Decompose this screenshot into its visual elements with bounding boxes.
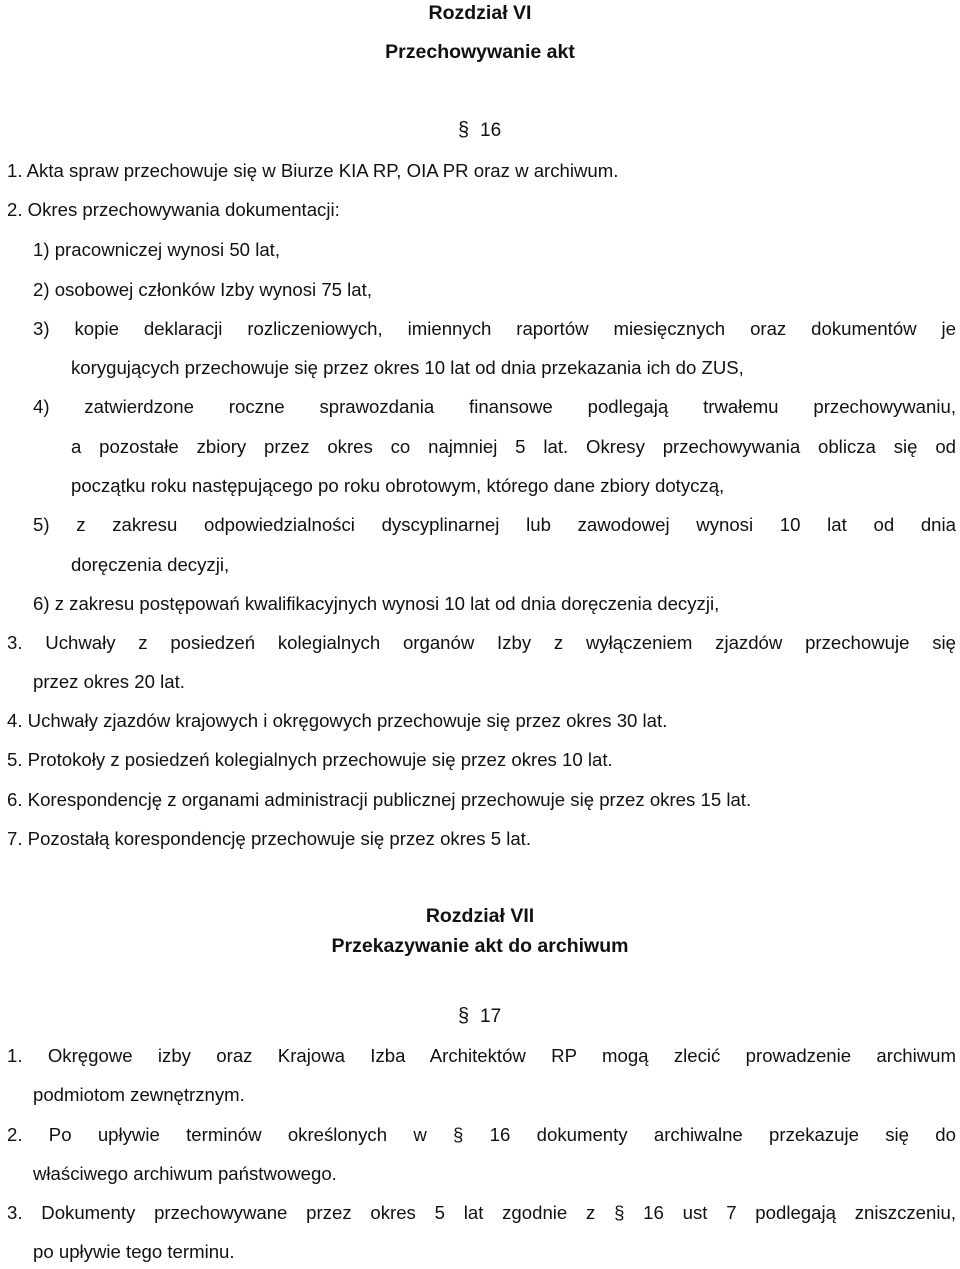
list-item-continuation: doręczenia decyzji, (71, 554, 230, 575)
list-item-continuation: początku roku następującego po roku obrotowym, którego dane zbiory dotyczą, (71, 475, 725, 496)
paragraph-line: 4. Uchwały zjazdów krajowych i okręgowych przechowuje się przez okres 30 lat. (7, 710, 668, 731)
section-symbol: § (458, 119, 470, 141)
list-item: 6) z zakresu postępowań kwalifikacyjnych wynosi 10 lat od dnia doręczenia decyzji, (33, 593, 720, 614)
paragraph-line: 3. Uchwały z posiedzeń kolegialnych organów Izby z wyłączeniem zjazdów przechowuje się (7, 632, 956, 653)
paragraph-continuation: podmiotom zewnętrznym. (33, 1084, 245, 1105)
list-item: 3) kopie deklaracji rozliczeniowych, imiennych raportów miesięcznych oraz dokumentów je (33, 318, 956, 339)
paragraph-line: 6. Korespondencję z organami administracji publicznej przechowuje się przez okres 15 lat. (7, 789, 752, 810)
chapter-subtitle: Przekazywanie akt do archiwum (331, 935, 629, 957)
list-item: 5) z zakresu odpowiedzialności dyscyplinarnej lub zawodowej wynosi 10 lat od dnia (33, 514, 956, 535)
paragraph-line: 7. Pozostałą korespondencję przechowuje się przez okres 5 lat. (7, 828, 532, 849)
list-item: 4) zatwierdzone roczne sprawozdania finansowe podlegają trwałemu przechowywaniu, (33, 396, 956, 417)
paragraph-line: 2. Po upływie terminów określonych w § 16 dokumenty archiwalne przekazuje się do (7, 1124, 956, 1145)
chapter-title: Rozdział VI (428, 2, 532, 24)
section-number: 17 (480, 1006, 502, 1027)
chapter-title: Rozdział VII (425, 905, 535, 927)
paragraph-line: 1. Akta spraw przechowuje się w Biurze KIA RP, OIA PR oraz w archiwum. (7, 160, 619, 181)
paragraph-continuation: właściwego archiwum państwowego. (33, 1163, 337, 1184)
paragraph-continuation: przez okres 20 lat. (33, 671, 185, 692)
chapter-subtitle: Przechowywanie akt (385, 41, 575, 63)
paragraph-line: 1. Okręgowe izby oraz Krajowa Izba Architektów RP mogą zlecić prowadzenie archiwum (7, 1045, 956, 1066)
section-heading (458, 119, 501, 142)
section-number: 16 (480, 120, 502, 141)
section-symbol: § (458, 1005, 470, 1027)
list-item-continuation: a pozostałe zbiory przez okres co najmniej 5 lat. Okresy przechowywania oblicza się od (71, 436, 956, 457)
list-item-continuation: korygujących przechowuje się przez okres 10 lat od dnia przekazania ich do ZUS, (71, 357, 744, 378)
section-heading (458, 1005, 501, 1028)
paragraph-line: 3. Dokumenty przechowywane przez okres 5 lat zgodnie z § 16 ust 7 podlegają zniszczeniu, (7, 1202, 956, 1223)
list-item: 1) pracowniczej wynosi 50 lat, (33, 239, 280, 260)
paragraph-line: 2. Okres przechowywania dokumentacji: (7, 199, 340, 220)
paragraph-line: 5. Protokoły z posiedzeń kolegialnych przechowuje się przez okres 10 lat. (7, 749, 613, 770)
list-item: 2) osobowej członków Izby wynosi 75 lat, (33, 279, 372, 300)
paragraph-continuation: po upływie tego terminu. (33, 1241, 235, 1262)
